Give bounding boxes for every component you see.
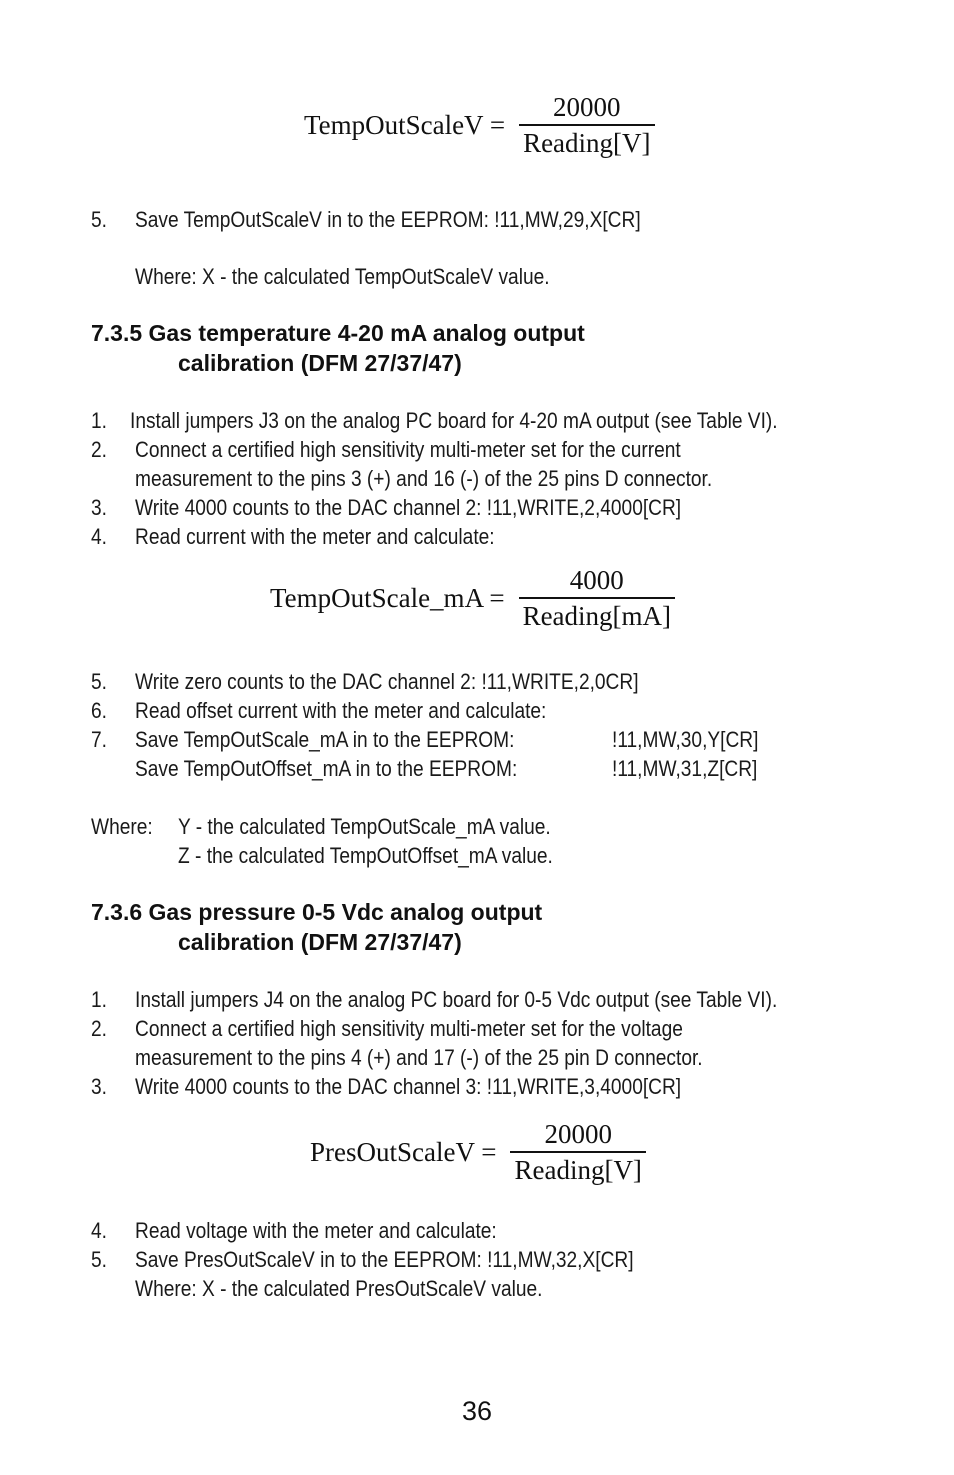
list-item-text: Write 4000 counts to the DAC channel 3: !11,WRITE,3,4000[CR] [135, 1074, 682, 1099]
list-item-number: 7. [91, 727, 107, 752]
where-note: Y - the calculated TempOutScale_mA value. [178, 814, 551, 839]
list-item-text: Install jumpers J4 on the analog PC board for 0-5 Vdc output (see Table VI). [135, 987, 778, 1012]
formula-denominator: Reading[V] [523, 127, 651, 158]
list-item-text: Install jumpers J3 on the analog PC board for 4-20 mA output (see Table VI). [130, 408, 778, 433]
formula-numerator: 20000 [553, 92, 621, 122]
formula-pres-out-scale-v [310, 1119, 646, 1186]
list-item-number: 2. [91, 437, 107, 462]
where-note: Z - the calculated TempOutOffset_mA value. [178, 843, 553, 868]
formula-fraction [510, 1119, 645, 1186]
formula-lhs: TempOutScaleV = [304, 109, 506, 140]
eeprom-command: !11,MW,30,Y[CR] [612, 727, 759, 752]
formula-lhs: TempOutScale_mA = [270, 582, 505, 613]
section-heading-736: 7.3.6 Gas pressure 0-5 Vdc analog output [91, 899, 543, 925]
list-item-text: measurement to the pins 3 (+) and 16 (-) of the 25 pins D connector. [135, 466, 713, 491]
list-item-text: Read current with the meter and calculate: [135, 524, 495, 549]
section-heading-736-cont: calibration (DFM 27/37/47) [178, 929, 462, 955]
formula-temp-out-scale-v [304, 92, 655, 159]
formula-numerator: 20000 [544, 1119, 612, 1149]
list-item-text: Connect a certified high sensitivity multi-meter set for the voltage [135, 1016, 683, 1041]
list-item-text: Save TempOutScaleV in to the EEPROM: !11,MW,29,X[CR] [135, 207, 641, 232]
formula-numerator: 4000 [569, 565, 624, 595]
list-item-number: 4. [91, 524, 107, 549]
list-item-number: 4. [91, 1218, 107, 1243]
list-item-number: 5. [91, 669, 107, 694]
formula-denominator: Reading[V] [514, 1154, 642, 1185]
section-heading-735-cont: calibration (DFM 27/37/47) [178, 350, 462, 376]
list-item-number: 2. [91, 1016, 107, 1041]
eeprom-command: !11,MW,31,Z[CR] [612, 756, 758, 781]
list-item-text: Read offset current with the meter and calculate: [135, 698, 547, 723]
list-item-text: Write 4000 counts to the DAC channel 2: !11,WRITE,2,4000[CR] [135, 495, 682, 520]
formula-lhs: PresOutScaleV = [310, 1136, 497, 1167]
formula-fraction [519, 565, 675, 632]
list-item-number: 3. [91, 495, 107, 520]
list-item-text: Connect a certified high sensitivity multi-meter set for the current [135, 437, 681, 462]
formula-denominator: Reading[mA] [522, 600, 672, 631]
where-note: Where: X - the calculated TempOutScaleV value. [135, 264, 550, 289]
where-note: Where: X - the calculated PresOutScaleV value. [135, 1276, 543, 1301]
list-item-text: Save TempOutScale_mA in to the EEPROM: [135, 727, 515, 752]
list-item-text: Read voltage with the meter and calculate: [135, 1218, 497, 1243]
list-item-number: 3. [91, 1074, 107, 1099]
list-item-number: 5. [91, 207, 107, 232]
list-item-text: Write zero counts to the DAC channel 2: !11,WRITE,2,0CR] [135, 669, 639, 694]
list-item-number: 1. [91, 408, 107, 433]
list-item-text: Save PresOutScaleV in to the EEPROM: !11,MW,32,X[CR] [135, 1247, 634, 1272]
formula-temp-out-scale-ma [270, 565, 675, 632]
where-label: Where: [91, 814, 153, 839]
list-item-number: 1. [91, 987, 107, 1012]
section-heading-735: 7.3.5 Gas temperature 4-20 mA analog output [91, 320, 585, 346]
list-item-number: 6. [91, 698, 107, 723]
formula-fraction [519, 92, 654, 159]
list-item-text: Save TempOutOffset_mA in to the EEPROM: [135, 756, 518, 781]
list-item-number: 5. [91, 1247, 107, 1272]
page-number: 36 [462, 1396, 493, 1426]
list-item-text: measurement to the pins 4 (+) and 17 (-) of the 25 pin D connector. [135, 1045, 703, 1070]
